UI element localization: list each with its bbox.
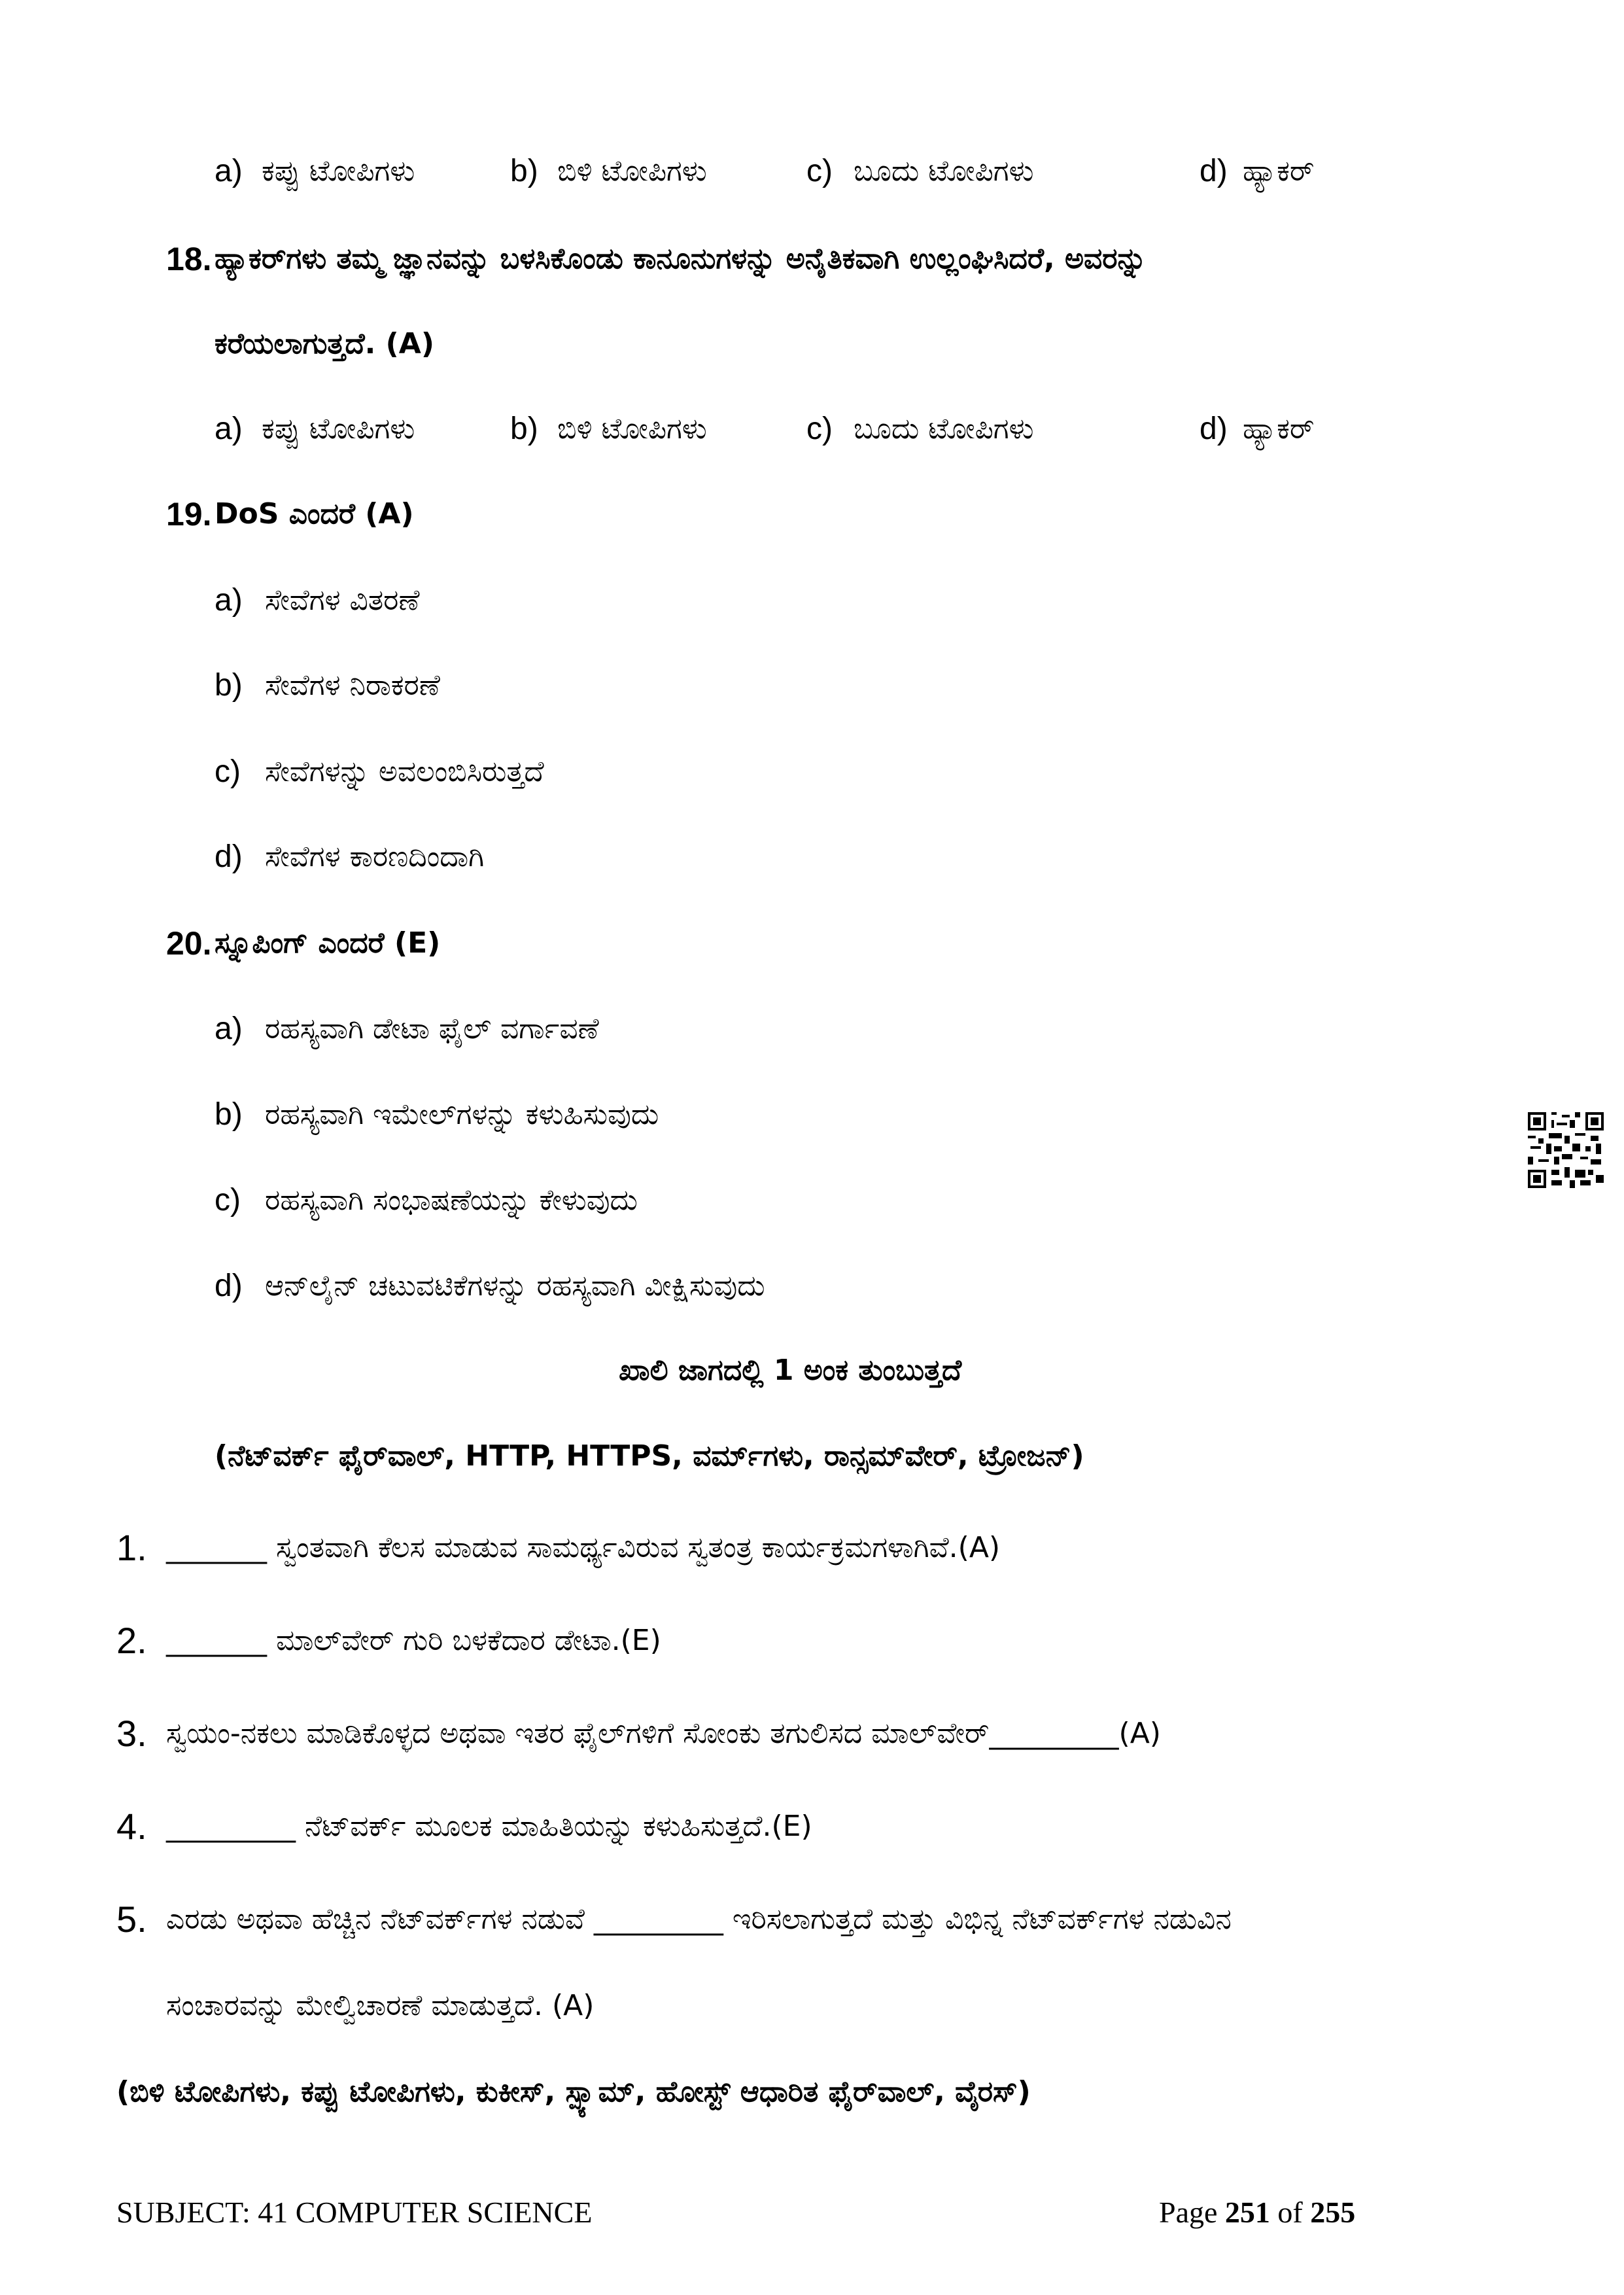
q18-option-b-text: ಬಿಳಿ ಟೋಪಿಗಳು xyxy=(557,412,707,446)
q18-text-line1: ಹ್ಯಾಕರ್‌ಗಳು ತಮ್ಮ ಜ್ಞಾನವನ್ನು ಬಳಸಿಕೊಂಡು ಕಾನೂನುಗಳನ್ನು ಅನೈತಿಕವಾಗಿ ಉಲ್ಲಂಘಿಸಿದರೆ, ಅವರನ್ನು xyxy=(215,242,1147,275)
q20-option-d-label: d) xyxy=(215,1269,243,1303)
q20-number: 20. xyxy=(166,925,212,962)
q19-number: 19. xyxy=(166,496,212,533)
q18-option-a-label: a) xyxy=(215,412,243,446)
q17-option-c-label: c) xyxy=(806,154,833,188)
fill-item-4-text: _________ ನೆಟ್‌ವರ್ಕ್ ಮೂಲಕ ಮಾಹಿತಿಯನ್ನು ಕಳುಹಿಸುತ್ತದೆ.(E) xyxy=(166,1810,812,1843)
q20-text: ಸ್ನೂಪಿಂಗ್ ಎಂದರೆ (E) xyxy=(215,926,441,960)
footer-page-prefix: Page xyxy=(1159,2196,1225,2229)
fill-item-3-number: 3. xyxy=(116,1713,147,1754)
footer-page-number xyxy=(1159,2193,1355,2232)
footer-page-current: 251 xyxy=(1224,2196,1270,2229)
q17-option-c-text: ಬೂದು ಟೋಪಿಗಳು xyxy=(854,154,1034,188)
fill-item-5-text-line2: ಸಂಚಾರವನ್ನು ಮೇಲ್ವಿಚಾರಣೆ ಮಾಡುತ್ತದೆ. (A) xyxy=(166,1989,595,2022)
q17-option-b-label: b) xyxy=(510,154,538,188)
q20-option-b-text: ರಹಸ್ಯವಾಗಿ ಇಮೇಲ್‌ಗಳನ್ನು ಕಳುಹಿಸುವುದು xyxy=(265,1098,659,1131)
fill-item-1-number: 1. xyxy=(116,1527,147,1568)
q20-option-b-label: b) xyxy=(215,1097,243,1132)
q18-text-line2: ಕರೆಯಲಾಗುತ್ತದೆ. (A) xyxy=(215,327,434,360)
q19-option-d-text: ಸೇವೆಗಳ ಕಾರಣದಿಂದಾಗಿ xyxy=(265,840,485,873)
qr-code-icon xyxy=(1528,1112,1604,1188)
q18-option-c-label: c) xyxy=(806,412,833,446)
q18-option-d-label: d) xyxy=(1200,412,1228,446)
q19-option-c-label: c) xyxy=(215,754,241,789)
fill-item-4-number: 4. xyxy=(116,1806,147,1847)
q19-option-a-text: ಸೇವೆಗಳ ವಿತರಣೆ xyxy=(265,584,420,617)
q19-option-d-label: d) xyxy=(215,839,243,874)
footer-subject: SUBJECT: 41 COMPUTER SCIENCE xyxy=(116,2196,593,2229)
q20-option-c-text: ರಹಸ್ಯವಾಗಿ ಸಂಭಾಷಣೆಯನ್ನು ಕೇಳುವುದು xyxy=(265,1183,638,1217)
word-bank-2: (ಬಿಳಿ ಟೋಪಿಗಳು, ಕಪ್ಪು ಟೋಪಿಗಳು, ಕುಕೀಸ್, ಸ್ಪ್ಯಾಮ್, ಹೋಸ್ಟ್ ಆಧಾರಿತ ಫೈರ್‌ವಾಲ್, ವೈರಸ್) xyxy=(116,2075,1031,2109)
fill-item-2-text: _______ ಮಾಲ್‌ವೇರ್ ಗುರಿ ಬಳಕೆದಾರ ಡೇಟಾ.(E) xyxy=(166,1624,661,1657)
fill-item-5-text: ಎರಡು ಅಥವಾ ಹೆಚ್ಚಿನ ನೆಟ್‌ವರ್ಕ್‌ಗಳ ನಡುವೆ _________ ಇರಿಸಲಾಗುತ್ತದೆ ಮತ್ತು ವಿಭಿನ್ನ ನೆಟ್‌ವರ್ಕ್‌ಗಳ ನಡುವಿನ xyxy=(166,1902,1232,1936)
fill-item-1-text: _______ ಸ್ವಂತವಾಗಿ ಕೆಲಸ ಮಾಡುವ ಸಾಮರ್ಥ್ಯವಿರುವ ಸ್ವತಂತ್ರ ಕಾರ್ಯಕ್ರಮಗಳಾಗಿವೆ.(A) xyxy=(166,1531,1001,1564)
q20-option-a-text: ರಹಸ್ಯವಾಗಿ ಡೇಟಾ ಫೈಲ್ ವರ್ಗಾವಣೆ xyxy=(265,1012,599,1045)
q17-option-a-text: ಕಪ್ಪು ಟೋಪಿಗಳು xyxy=(262,154,415,188)
q18-option-b-label: b) xyxy=(510,412,538,446)
q20-option-d-text: ಆನ್‌ಲೈನ್ ಚಟುವಟಿಕೆಗಳನ್ನು ರಹಸ್ಯವಾಗಿ ವೀಕ್ಷಿಸುವುದು xyxy=(265,1269,765,1303)
q19-option-b-text: ಸೇವೆಗಳ ನಿರಾಕರಣೆ xyxy=(265,669,440,702)
q17-option-b-text: ಬಿಳಿ ಟೋಪಿಗಳು xyxy=(557,154,707,188)
footer-page-mid: of xyxy=(1270,2196,1311,2229)
footer-page-total: 255 xyxy=(1310,2196,1356,2229)
q17-option-d-label: d) xyxy=(1200,154,1228,188)
word-bank-1: (ನೆಟ್‌ವರ್ಕ್ ಫೈರ್‌ವಾಲ್, HTTP, HTTPS, ವರ್ಮ್‌ಗಳು, ರಾನ್ಸಮ್‌ವೇರ್, ಟ್ರೋಜನ್) xyxy=(215,1439,1084,1473)
q17-option-a-label: a) xyxy=(215,154,243,188)
fill-blanks-heading: ಖಾಲಿ ಜಾಗದಲ್ಲಿ 1 ಅಂಕ ತುಂಬುತ್ತದೆ xyxy=(619,1354,962,1387)
q18-number: 18. xyxy=(166,241,212,277)
q20-option-c-label: c) xyxy=(215,1183,241,1218)
fill-item-3-text: ಸ್ವಯಂ-ನಕಲು ಮಾಡಿಕೊಳ್ಳದ ಅಥವಾ ಇತರ ಫೈಲ್‌ಗಳಿಗೆ ಸೋಂಕು ತಗುಲಿಸದ ಮಾಲ್‌ವೇರ್_________(A) xyxy=(166,1717,1161,1750)
q19-text: DoS ಎಂದರೆ (A) xyxy=(215,497,414,531)
q19-option-a-label: a) xyxy=(215,583,243,618)
fill-item-5-number: 5. xyxy=(116,1899,147,1940)
q18-option-a-text: ಕಪ್ಪು ಟೋಪಿಗಳು xyxy=(262,412,415,446)
q18-option-d-text: ಹ್ಯಾಕರ್ xyxy=(1243,412,1315,446)
q18-option-c-text: ಬೂದು ಟೋಪಿಗಳು xyxy=(854,412,1034,446)
fill-item-2-number: 2. xyxy=(116,1620,147,1661)
q19-option-b-label: b) xyxy=(215,668,243,703)
q20-option-a-label: a) xyxy=(215,1011,243,1046)
q19-option-c-text: ಸೇವೆಗಳನ್ನು ಅವಲಂಬಿಸಿರುತ್ತದೆ xyxy=(265,755,544,788)
q17-option-d-text: ಹ್ಯಾಕರ್ xyxy=(1243,154,1315,188)
